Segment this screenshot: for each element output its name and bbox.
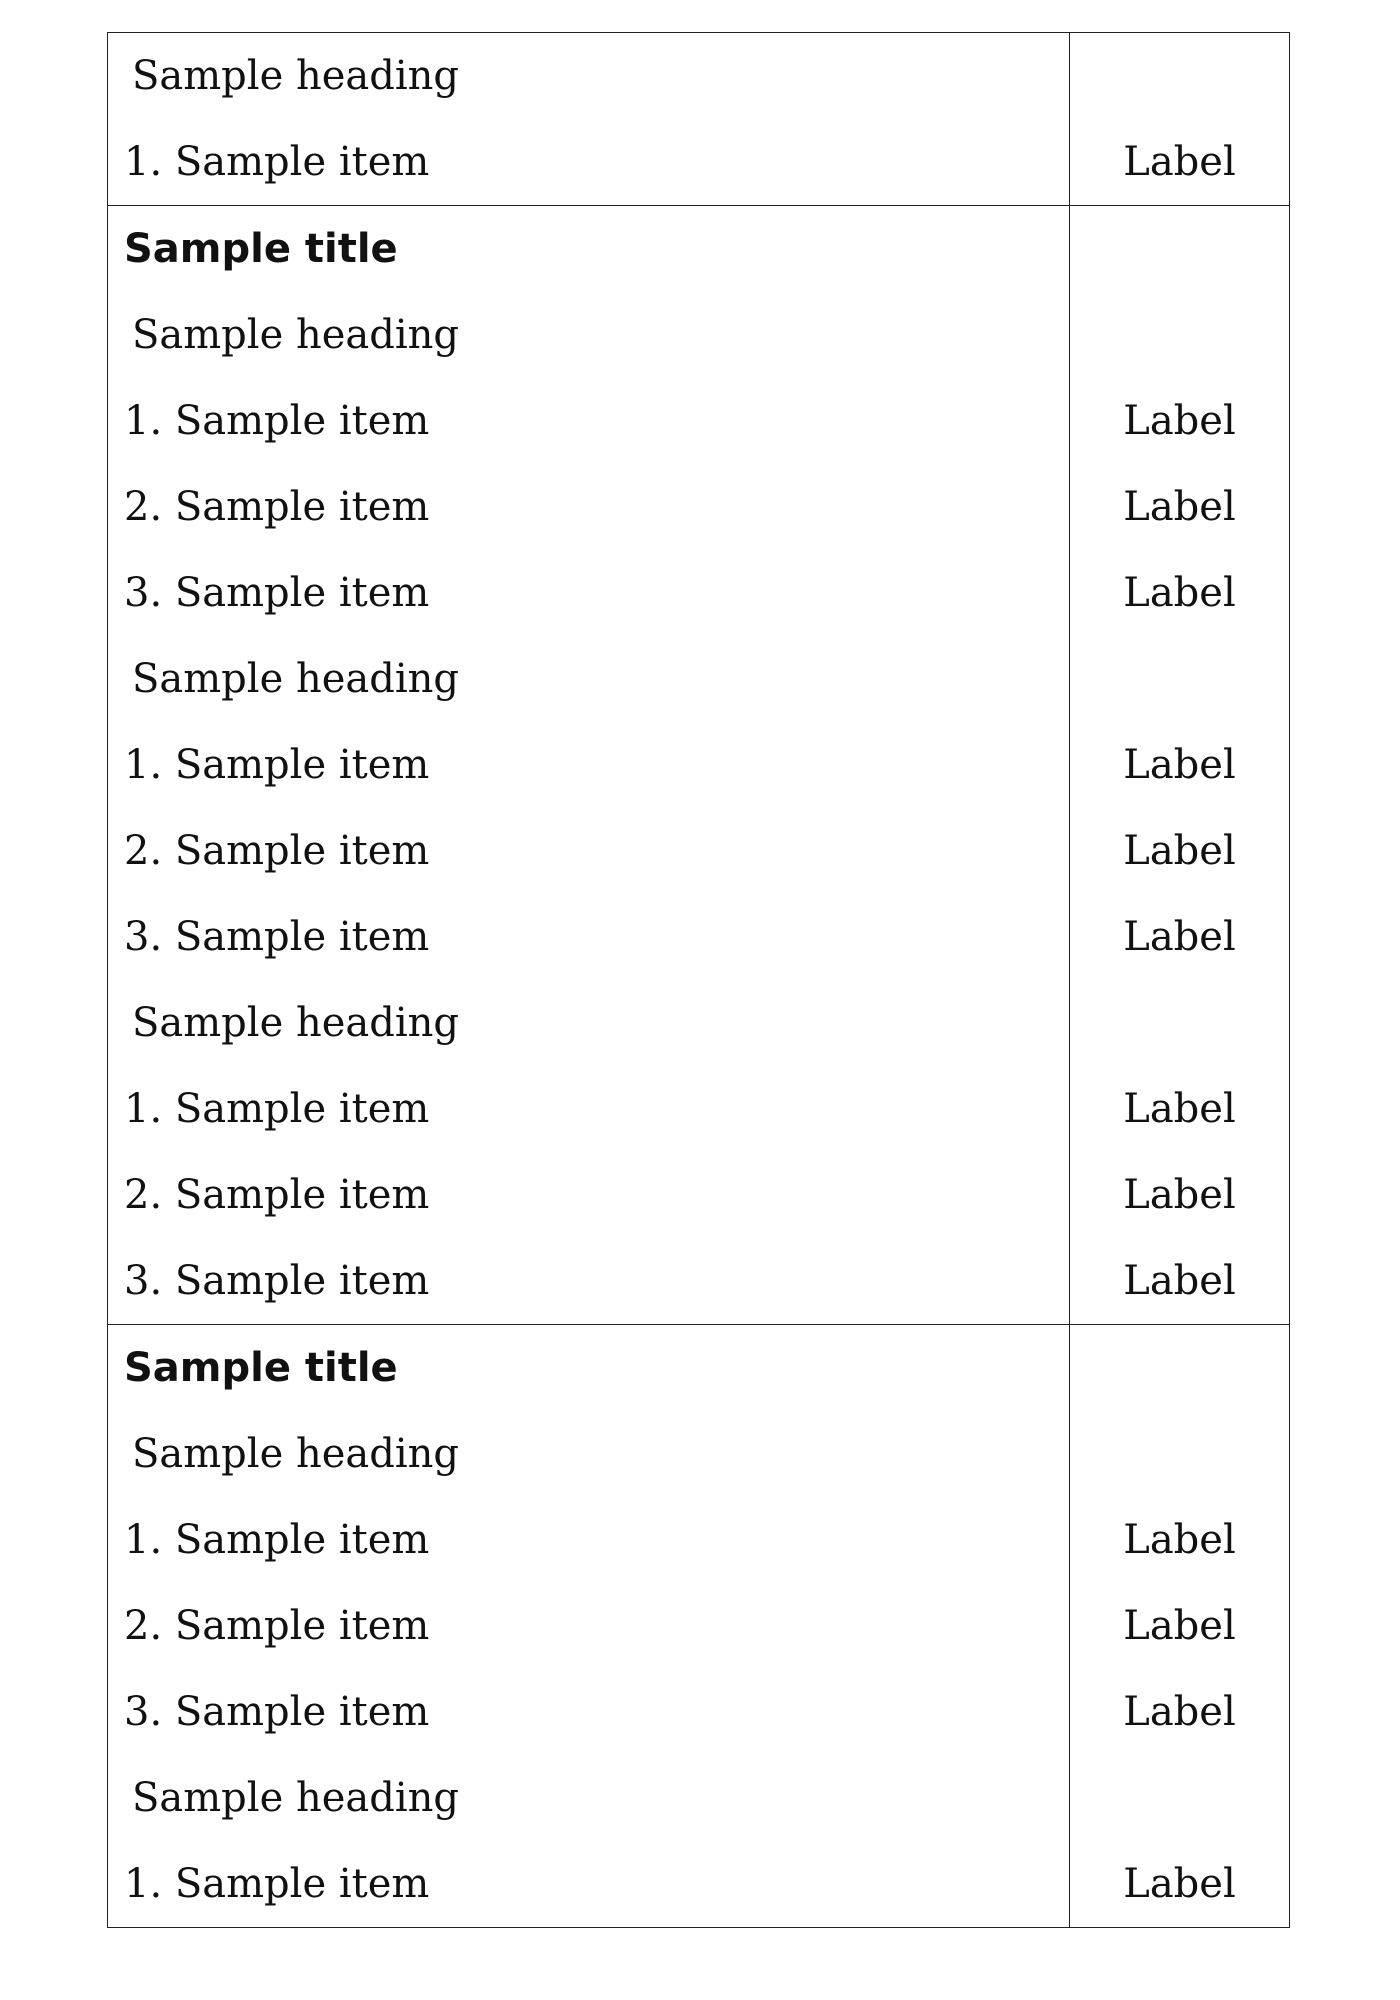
requirement-level: Label [1123,1258,1236,1304]
requirement-level [1070,292,1289,378]
requirement-level: Label [1123,1086,1236,1132]
topic-item: 3. Sample item [124,570,430,616]
topic-item: 3. Sample item [124,914,430,960]
topic-item: 2. Sample item [124,1603,430,1649]
topic-item: 1. Sample item [124,1517,430,1563]
section-heading: Sample heading [132,312,460,358]
requirement-level: Label [1123,139,1236,185]
topic-item: 3. Sample item [124,1689,430,1735]
topic-item: 1. Sample item [124,398,430,444]
requirement-level: Label [1123,1603,1236,1649]
chapter-title: Sample title [124,226,398,272]
content-cell [108,1325,1070,1928]
section-row [108,33,1290,206]
section-heading: Sample heading [132,1000,460,1046]
requirement-level [1070,980,1289,1066]
chapter-title: Sample title [124,1345,398,1391]
requirement-level: Label [1123,570,1236,616]
requirement-level: Label [1123,828,1236,874]
topic-item: 1. Sample item [124,139,430,185]
topic-item: 2. Sample item [124,1172,430,1218]
section-heading: Sample heading [132,656,460,702]
syllabus-table [107,32,1290,1928]
topic-item: 3. Sample item [124,1258,430,1304]
requirement-level: Label [1123,1861,1236,1907]
requirement-level: Label [1123,742,1236,788]
content-cell [108,33,1070,206]
requirement-level [1070,1411,1289,1497]
requirement-level: Label [1123,1172,1236,1218]
requirement-level: Label [1123,1517,1236,1563]
requirement-level [1070,636,1289,722]
requirement-level: Label [1123,484,1236,530]
requirement-level [1070,1325,1289,1411]
requirement-cell [1070,206,1290,1325]
topic-item: 2. Sample item [124,828,430,874]
requirement-level [1070,1755,1289,1841]
section-row [108,206,1290,1325]
requirement-level: Label [1123,914,1236,960]
requirement-cell [1070,33,1290,206]
topic-item: 1. Sample item [124,742,430,788]
section-row [108,1325,1290,1928]
requirement-level [1070,33,1289,119]
section-heading: Sample heading [132,53,460,99]
section-heading: Sample heading [132,1775,460,1821]
syllabus-table-body [108,33,1290,1928]
topic-item: 1. Sample item [124,1861,430,1907]
requirement-level: Label [1123,1689,1236,1735]
requirement-level: Label [1123,398,1236,444]
topic-item: 1. Sample item [124,1086,430,1132]
requirement-level [1070,206,1289,292]
section-heading: Sample heading [132,1431,460,1477]
requirement-cell [1070,1325,1290,1928]
content-cell [108,206,1070,1325]
topic-item: 2. Sample item [124,484,430,530]
